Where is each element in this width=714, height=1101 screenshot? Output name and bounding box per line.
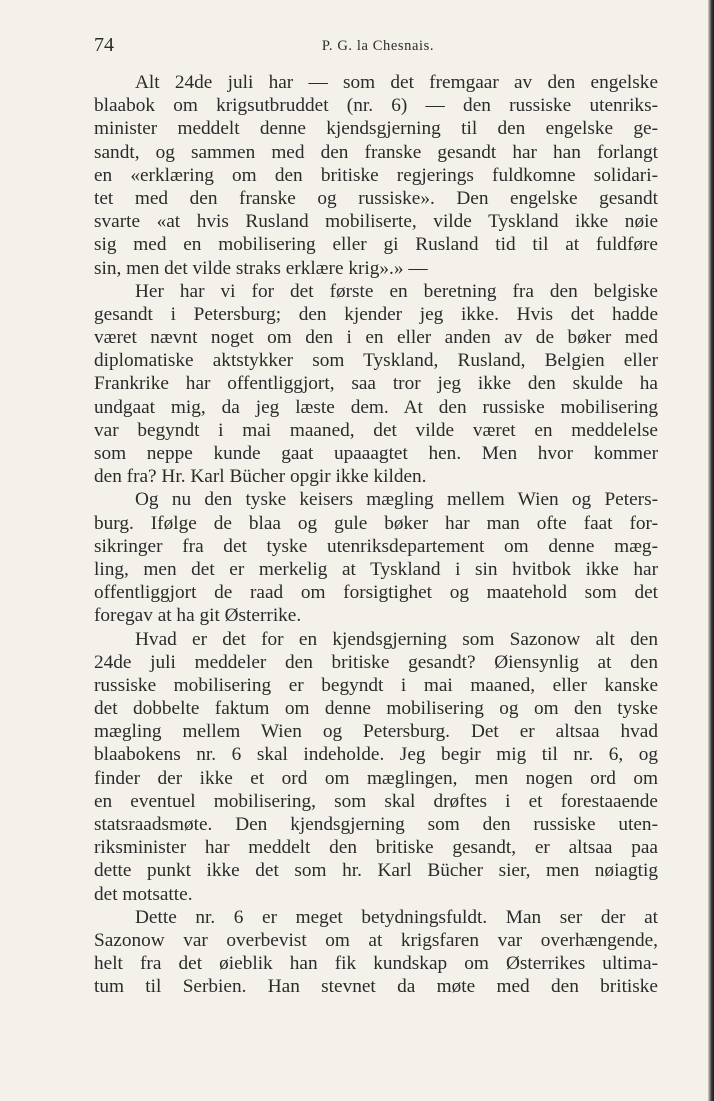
body-text [94, 71, 658, 999]
text-line: en eventuel mobilisering, som skal drøftes i et forestaaende [94, 790, 658, 812]
text-line: det motsatte. [94, 883, 193, 905]
text-line: russiske mobilisering er begyndt i mai maaned, eller kanske [94, 674, 658, 696]
text-line: undgaat mig, da jeg læste dem. At den russiske mobilisering [94, 396, 658, 418]
text-line: gesandt i Petersburg; den kjender jeg ikke. Hvis det hadde [94, 303, 658, 325]
paragraph [94, 628, 658, 906]
page-header [94, 34, 662, 60]
paragraph [94, 280, 658, 489]
text-line: helt fra det øieblik han fik kundskap om Østerrikes ultima- [94, 953, 658, 975]
text-line: sandt, og sammen med den franske gesandt har han forlangt [94, 141, 658, 163]
text-line: svarte «at hvis Rusland mobiliserte, vilde Tyskland ikke nøie [94, 211, 658, 233]
text-line: den fra? Hr. Karl Bücher opgir ikke kilden. [94, 466, 427, 488]
text-line: Alt 24de juli har — som det fremgaar av den engelske [135, 72, 658, 93]
text-line: offentliggjort de raad om forsigtighet og maatehold som det [94, 582, 658, 604]
text-line: statsraadsmøte. Den kjendsgjerning som den russiske uten- [94, 814, 658, 835]
text-line: mægling mellem Wien og Petersburg. Det er altsaa hvad [94, 721, 658, 743]
text-line: ling, men det er merkelig at Tyskland i sin hvitbok ikke har [94, 558, 658, 580]
text-line: 24de juli meddeler den britiske gesandt? Øiensynlig at den [94, 651, 658, 673]
text-line: blaabokens nr. 6 skal indeholde. Jeg begir mig til nr. 6, og [94, 744, 658, 766]
paragraph [94, 906, 658, 999]
text-line: sig med en mobilisering eller gi Rusland tid til at fuldføre [94, 234, 658, 256]
text-line: riksminister har meddelt den britiske gesandt, er altsaa paa [94, 837, 658, 859]
text-line: var begyndt i mai maaned, det vilde været en meddelelse [94, 419, 658, 441]
text-line: sikringer fra det tyske utenriksdepartement om denne mæg- [94, 535, 658, 557]
running-head: P. G. la Chesnais. [321, 38, 435, 54]
text-line: tet med den franske og russiske». Den engelske gesandt [94, 187, 658, 209]
text-line: det dobbelte faktum om denne mobilisering og om den tyske [94, 698, 658, 720]
text-line: Og nu den tyske keisers mægling mellem Wien og Peters- [135, 489, 658, 511]
text-line: finder der ikke et ord om mæglingen, men nogen ord om [94, 767, 658, 789]
text-line: Sazonow var overbevist om at krigsfaren var overhængende, [94, 929, 658, 951]
paragraph [94, 488, 658, 627]
text-line: Her har vi for det første en beretning fra den belgiske [135, 280, 658, 302]
page-edge-shadow [708, 0, 714, 1101]
text-line: minister meddelt denne kjendsgjerning til den engelske ge- [94, 118, 658, 140]
text-line: som neppe kunde gaat upaaagtet hen. Men hvor kommer [94, 443, 658, 464]
text-line: en «erklæring om den britiske regjerings fuldkomne solidari- [94, 164, 658, 186]
text-line: Frankrike har offentliggjort, saa tror jeg ikke den skulde ha [94, 373, 658, 395]
text-line: foregav at ha git Østerrike. [94, 605, 302, 627]
text-line: dette punkt ikke det som hr. Karl Bücher sier, men nøiagtig [94, 860, 658, 882]
text-line: tum til Serbien. Han stevnet da møte med den britiske [94, 976, 658, 998]
page-number: 74 [94, 34, 114, 56]
text-line: sin, men det vilde straks erklære krig».» — [94, 257, 428, 279]
text-line: Dette nr. 6 er meget betydningsfuldt. Man ser der at [135, 906, 658, 928]
text-line: burg. Ifølge de blaa og gule bøker har man ofte faat for- [94, 512, 658, 534]
text-line: diplomatiske aktstykker som Tyskland, Rusland, Belgien eller [94, 350, 658, 372]
text-line: blaabok om krigsutbruddet (nr. 6) — den russiske utenriks- [94, 95, 658, 117]
text-line: Hvad er det for en kjendsgjerning som Sazonow alt den [135, 628, 658, 650]
paragraph [94, 71, 658, 280]
text-line: været nævnt noget om den i en eller anden av de bøker med [94, 327, 658, 349]
